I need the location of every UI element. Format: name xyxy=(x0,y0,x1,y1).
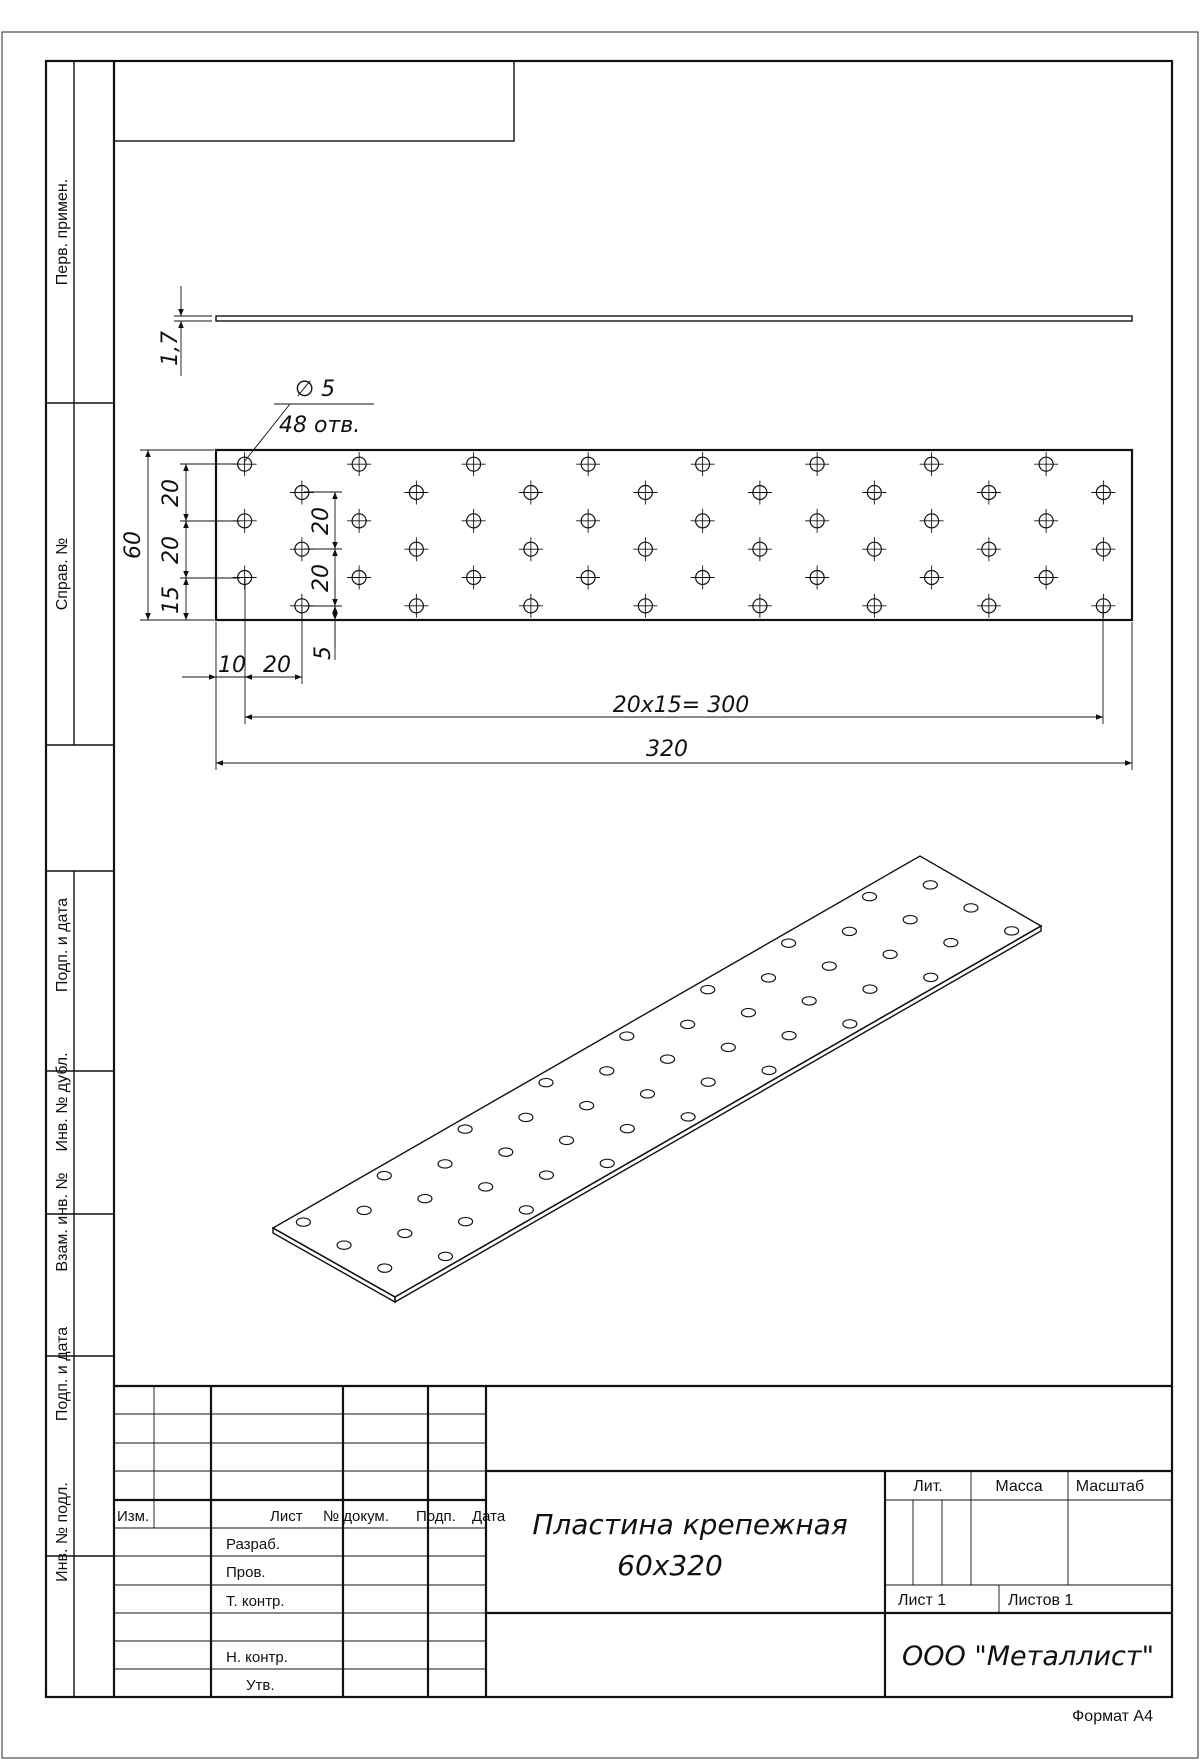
tb-title-line2: 60x320 xyxy=(617,1549,723,1582)
side-label-inv-no-podl: Инв. № подл. xyxy=(54,1482,71,1582)
iso-hole xyxy=(620,1032,634,1040)
hole xyxy=(977,481,1001,505)
tb-listov-1: Листов 1 xyxy=(1008,1592,1074,1609)
dim-edge-offset: 10 xyxy=(218,653,246,678)
hole xyxy=(404,537,428,561)
hole xyxy=(576,509,600,533)
hole xyxy=(920,509,944,533)
iso-hole xyxy=(600,1159,614,1167)
hole xyxy=(691,452,715,476)
dim-pitch-total: 20x15= 300 xyxy=(612,693,750,718)
iso-hole xyxy=(701,985,715,993)
plate-isometric-view xyxy=(273,856,1041,1302)
hole xyxy=(519,537,543,561)
dim-hole-count: 48 отв. xyxy=(279,413,361,438)
hole xyxy=(347,452,371,476)
iso-hole xyxy=(519,1206,533,1214)
dim-left-bottom: 15 xyxy=(159,586,184,614)
hole xyxy=(290,481,314,505)
iso-hole xyxy=(1005,927,1019,935)
iso-hole xyxy=(377,1171,391,1179)
iso-hole xyxy=(822,962,836,970)
hole xyxy=(1034,566,1058,590)
hole xyxy=(805,509,829,533)
tb-prov: Пров. xyxy=(226,1564,266,1581)
iso-hole xyxy=(903,915,917,923)
iso-hole xyxy=(661,1055,675,1063)
iso-hole xyxy=(620,1124,634,1132)
dim-height: 60 xyxy=(121,531,146,559)
iso-hole xyxy=(741,1008,755,1016)
dim-pitch: 20 xyxy=(263,653,291,678)
iso-hole xyxy=(721,1043,735,1051)
tb-izm: Изм. xyxy=(117,1508,150,1525)
dim-left-mid: 20 xyxy=(159,536,184,564)
iso-hole xyxy=(560,1136,574,1144)
hole xyxy=(977,537,1001,561)
hole xyxy=(1091,481,1115,505)
iso-hole xyxy=(782,939,796,947)
iso-hole xyxy=(681,1020,695,1028)
tb-podp: Подп. xyxy=(416,1508,456,1525)
hole xyxy=(1034,452,1058,476)
iso-hole xyxy=(580,1101,594,1109)
iso-hole xyxy=(863,892,877,900)
tb-list: Лист xyxy=(270,1508,303,1525)
hole xyxy=(691,509,715,533)
hole xyxy=(862,594,886,618)
iso-hole xyxy=(883,950,897,958)
tb-list-1: Лист 1 xyxy=(898,1592,947,1609)
hole xyxy=(862,481,886,505)
iso-hole xyxy=(863,985,877,993)
plate-side-view xyxy=(216,316,1132,321)
hole xyxy=(347,509,371,533)
iso-hole xyxy=(418,1194,432,1202)
tb-utv: Утв. xyxy=(246,1677,275,1694)
tb-title-line1: Пластина крепежная xyxy=(532,1508,848,1541)
tb-format: Формат А4 xyxy=(1072,1708,1153,1725)
hole xyxy=(633,481,657,505)
iso-hole xyxy=(600,1067,614,1075)
tb-lit: Лит. xyxy=(913,1478,943,1495)
iso-hole xyxy=(479,1183,493,1191)
iso-hole xyxy=(378,1264,392,1272)
drawing-frame xyxy=(46,61,1172,1697)
dim-inner-offset: 5 xyxy=(311,646,336,660)
iso-hole xyxy=(337,1241,351,1249)
hole xyxy=(404,481,428,505)
hole xyxy=(805,566,829,590)
hole xyxy=(977,594,1001,618)
iso-hole xyxy=(924,973,938,981)
iso-hole xyxy=(802,997,816,1005)
hole xyxy=(691,566,715,590)
iso-hole xyxy=(438,1160,452,1168)
dim-hole-diameter: ∅ 5 xyxy=(295,377,336,402)
tb-massa: Масса xyxy=(995,1478,1043,1495)
side-label-sprav-no: Справ. № xyxy=(54,537,71,611)
iso-hole xyxy=(438,1252,452,1260)
hole xyxy=(633,537,657,561)
hole xyxy=(1034,509,1058,533)
iso-hole xyxy=(398,1229,412,1237)
iso-hole xyxy=(923,881,937,889)
iso-hole xyxy=(296,1218,310,1226)
iso-hole xyxy=(842,927,856,935)
iso-hole xyxy=(519,1113,533,1121)
hole xyxy=(633,594,657,618)
hole xyxy=(748,537,772,561)
iso-hole xyxy=(458,1125,472,1133)
hole xyxy=(805,452,829,476)
hole xyxy=(748,481,772,505)
top-stamp-box xyxy=(114,61,514,141)
tb-n-kontr: Н. контр. xyxy=(226,1649,288,1666)
hole xyxy=(404,594,428,618)
hole xyxy=(462,566,486,590)
iso-hole xyxy=(944,938,958,946)
hole xyxy=(920,566,944,590)
tb-data: Дата xyxy=(472,1508,506,1525)
iso-hole xyxy=(499,1148,513,1156)
iso-hole xyxy=(459,1217,473,1225)
iso-hole xyxy=(640,1090,654,1098)
dim-thickness: 1,7 xyxy=(158,331,183,366)
iso-hole xyxy=(762,974,776,982)
iso-hole xyxy=(782,1031,796,1039)
dim-left-top: 20 xyxy=(159,479,184,507)
tb-no-dokum: № докум. xyxy=(323,1508,389,1525)
hole-grid xyxy=(233,452,1116,618)
dim-inner-bottom: 20 xyxy=(309,564,334,592)
tb-razrab: Разраб. xyxy=(226,1536,281,1553)
hole xyxy=(519,481,543,505)
dim-inner-top: 20 xyxy=(309,507,334,535)
dim-length: 320 xyxy=(646,737,688,762)
tb-company: ООО "Металлист" xyxy=(902,1641,1154,1672)
hole xyxy=(576,452,600,476)
hole xyxy=(748,594,772,618)
side-label-podp-data-1: Подп. и дата xyxy=(54,897,71,993)
iso-hole xyxy=(539,1078,553,1086)
iso-hole xyxy=(964,904,978,912)
iso-hole xyxy=(762,1066,776,1074)
hole xyxy=(862,537,886,561)
iso-hole xyxy=(701,1078,715,1086)
side-label-inv-no-dubl: Инв. № дубл. xyxy=(54,1052,71,1152)
side-label-podp-data-2: Подп. и дата xyxy=(54,1326,71,1422)
tb-masshtab: Масштаб xyxy=(1075,1478,1145,1495)
iso-hole xyxy=(357,1206,371,1214)
iso-hole xyxy=(539,1171,553,1179)
tb-t-kontr: Т. контр. xyxy=(226,1593,285,1610)
iso-hole xyxy=(681,1113,695,1121)
iso-hole xyxy=(843,1020,857,1028)
side-label-perv-primen: Перв. примен. xyxy=(54,178,71,286)
side-label-vzam-inv-no: Взам. инв. № xyxy=(54,1172,71,1272)
hole xyxy=(576,566,600,590)
hole xyxy=(347,566,371,590)
hole xyxy=(1091,537,1115,561)
hole xyxy=(519,594,543,618)
hole xyxy=(462,452,486,476)
hole xyxy=(920,452,944,476)
plate-front-view xyxy=(216,450,1132,620)
hole xyxy=(462,509,486,533)
